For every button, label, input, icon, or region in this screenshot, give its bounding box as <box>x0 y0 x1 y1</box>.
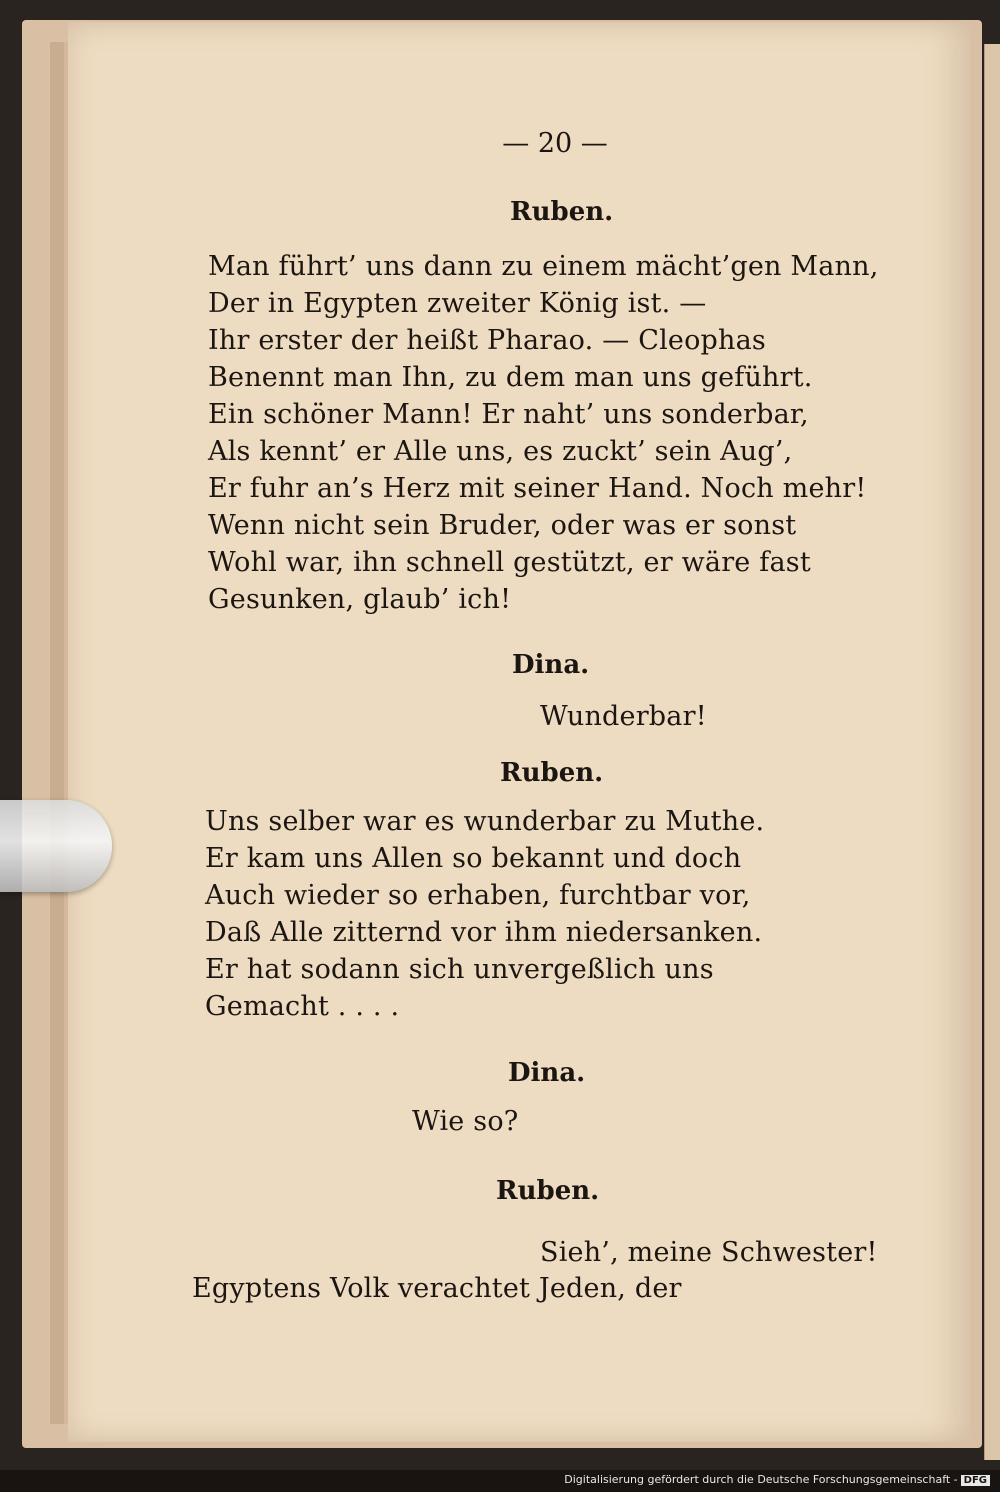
speaker-name: Dina. <box>512 650 590 680</box>
speaker-name: Ruben. <box>500 758 604 788</box>
page-holder-clip <box>0 800 112 892</box>
credit-text: Digitalisierung gefördert durch die Deutsche Forschungsgemeinschaft - <box>564 1473 958 1486</box>
verse-line: Egyptens Volk verachtet Jeden, der <box>192 1273 682 1304</box>
digitization-credit <box>564 1473 990 1486</box>
verse-line: Gemacht . . . . <box>205 991 400 1022</box>
verse-line: Er hat sodann sich unvergeßlich uns <box>205 954 714 985</box>
verse-line: Er kam uns Allen so bekannt und doch <box>205 843 742 874</box>
verse-line: Benennt man Ihn, zu dem man uns geführt. <box>208 362 813 393</box>
verse-line: Er fuhr an’s Herz mit seiner Hand. Noch mehr! <box>208 473 867 504</box>
speaker-name: Ruben. <box>496 1176 600 1206</box>
verse-line: Wunderbar! <box>540 701 707 732</box>
verse-line: Wenn nicht sein Bruder, oder was er sonst <box>208 510 797 541</box>
verse-line: Als kennt’ er Alle uns, es zuckt’ sein Aug’, <box>208 436 793 467</box>
verse-line: Uns selber war es wunderbar zu Muthe. <box>205 806 765 837</box>
verse-line: Sieh’, meine Schwester! <box>540 1237 878 1268</box>
page-number: — 20 — <box>502 128 608 159</box>
speaker-name: Ruben. <box>510 197 614 227</box>
verse-line: Man führt’ uns dann zu einem mächt’gen Mann, <box>208 251 879 282</box>
verse-line: Ein schöner Mann! Er naht’ uns sonderbar, <box>208 399 809 430</box>
verse-line: Daß Alle zitternd vor ihm niedersanken. <box>205 917 763 948</box>
verse-line: Ihr erster der heißt Pharao. — Cleophas <box>208 325 766 356</box>
verse-line: Wie so? <box>412 1106 519 1137</box>
verse-line: Der in Egypten zweiter König ist. — <box>208 288 707 319</box>
verse-line: Gesunken, glaub’ ich! <box>208 584 512 615</box>
verse-line: Auch wieder so erhaben, furchtbar vor, <box>205 880 751 911</box>
verse-line: Wohl war, ihn schnell gestützt, er wäre fast <box>208 547 811 578</box>
speaker-name: Dina. <box>508 1058 586 1088</box>
dfg-logo: DFG <box>961 1475 990 1486</box>
book-page <box>68 22 970 1442</box>
page-edge <box>50 42 65 1424</box>
facing-page-edge <box>984 44 1000 1460</box>
